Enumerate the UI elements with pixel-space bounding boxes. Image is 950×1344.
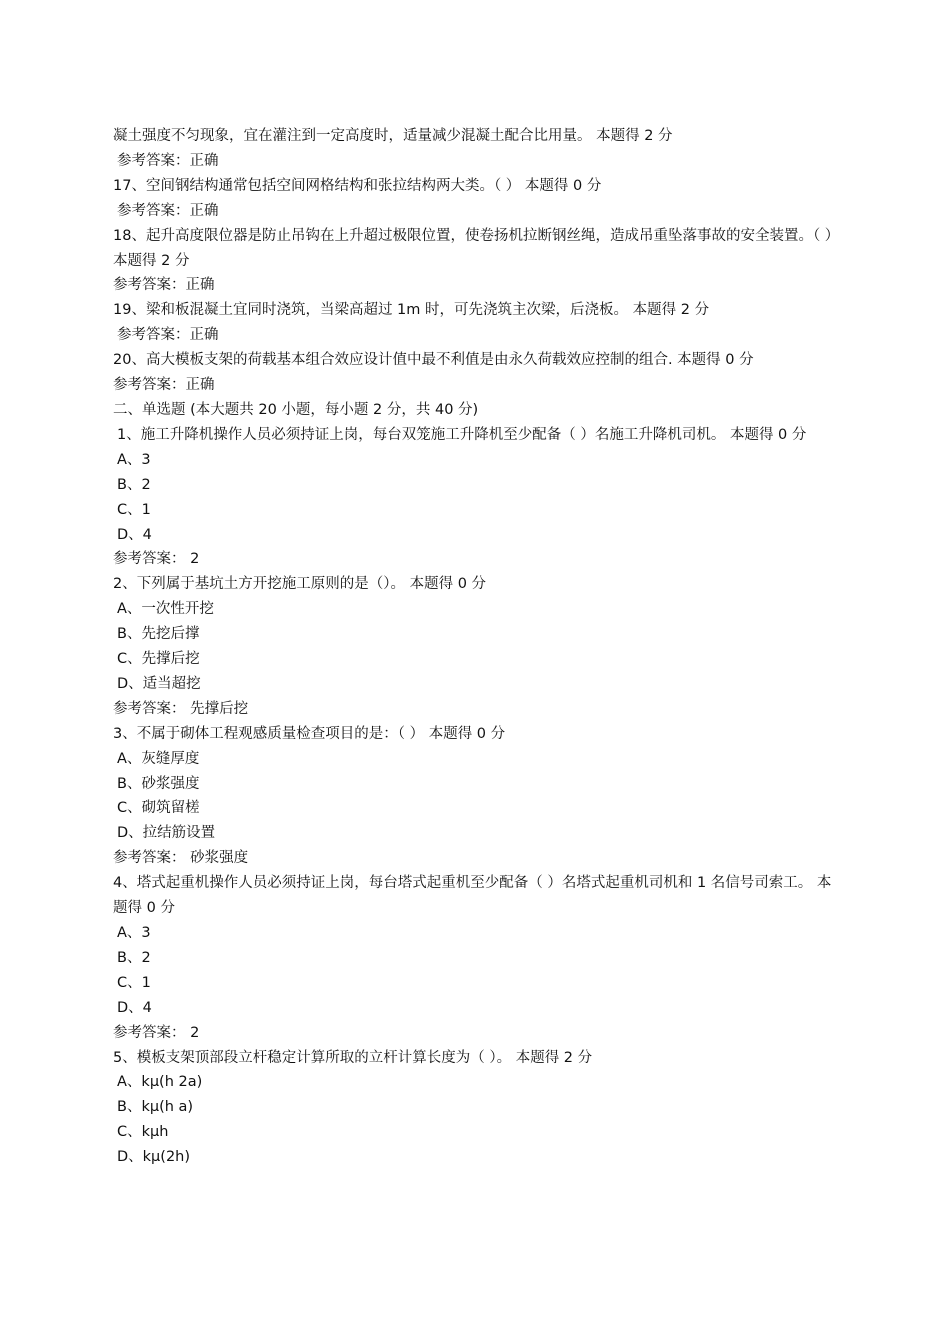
text-line: 3、不属于砌体工程观感质量检查项目的是：（ ） 本题得 0 分 [113,725,506,742]
text-line: A、一次性开挖 [117,601,214,618]
text-line: 参考答案：正确 [117,202,219,219]
text-line: C、1 [117,974,151,991]
text-line: 二、单选题 (本大题共 20 小题，每小题 2 分，共 40 分) [113,401,479,418]
text-line: 参考答案：正确 [113,277,215,294]
text-line: 5、模板支架顶部段立杆稳定计算所取的立杆计算长度为（ ）。 本题得 2 分 [113,1049,593,1066]
text-line: 19、梁和板混凝土宜同时浇筑，当梁高超过 1m 时，可先浇筑主次梁，后浇板。 本题得 2 分 [113,302,710,319]
text-line: A、灰缝厚度 [117,750,200,767]
text-line: 参考答案： 2 [113,1024,200,1041]
text-line: B、砂浆强度 [117,775,200,792]
text-line: 参考答案：正确 [117,327,219,344]
text-line: 凝土强度不匀现象，宜在灌注到一定高度时，适量减少混凝土配合比用量。 本题得 2 分 [113,128,673,144]
text-line: C、kμh [117,1124,169,1141]
text-line: 参考答案： 2 [113,551,200,568]
text-line: B、kμ(h a) [117,1099,194,1116]
text-line: D、适当超挖 [117,675,201,692]
text-line: C、砌筑留槎 [117,800,200,817]
text-line: 参考答案： 砂浆强度 [113,850,249,867]
text-line: A、3 [117,925,151,941]
text-line: 1、施工升降机操作人员必须持证上岗，每台双笼施工升降机至少配备（ ）名施工升降机司机。 本题得 0 分 [117,426,807,443]
text-line: 4、塔式起重机操作人员必须持证上岗，每台塔式起重机至少配备（ ）名塔式起重机司机和 1 名信号司索工。 本题得 0 分 [113,875,832,917]
text-line: A、3 [117,451,151,468]
text-line: 参考答案： 先撑后挖 [113,700,249,717]
text-line: 参考答案：正确 [113,377,215,394]
text-line: B、2 [117,476,151,493]
text-line: D、4 [117,999,152,1016]
text-line: C、先撑后挖 [117,651,200,668]
text-line: D、拉结筋设置 [117,825,216,842]
text-line: B、先挖后撑 [117,626,200,643]
text-line: 参考答案：正确 [117,152,219,169]
text-line: 17、空间钢结构通常包括空间网格结构和张拉结构两大类。（ ） 本题得 0 分 [113,177,602,194]
text-line: 18、起升高度限位器是防止吊钩在上升超过极限位置，使卷扬机拉断钢丝绳，造成吊重坠落事故的安全装置。（ ） 本题得 2 分 [113,227,840,269]
text-line: A、kμ(h 2a) [117,1074,203,1091]
document-page [113,124,841,1170]
text-line: D、kμ(2h) [117,1149,191,1166]
text-line: D、4 [117,526,152,543]
text-line: B、2 [117,949,151,966]
text-line: 20、高大模板支架的荷载基本组合效应设计值中最不利值是由永久荷载效应控制的组合. 本题得 0 分 [113,352,754,369]
text-line: 2、下列属于基坑土方开挖施工原则的是（）。 本题得 0 分 [113,576,487,593]
text-line: C、1 [117,501,151,518]
